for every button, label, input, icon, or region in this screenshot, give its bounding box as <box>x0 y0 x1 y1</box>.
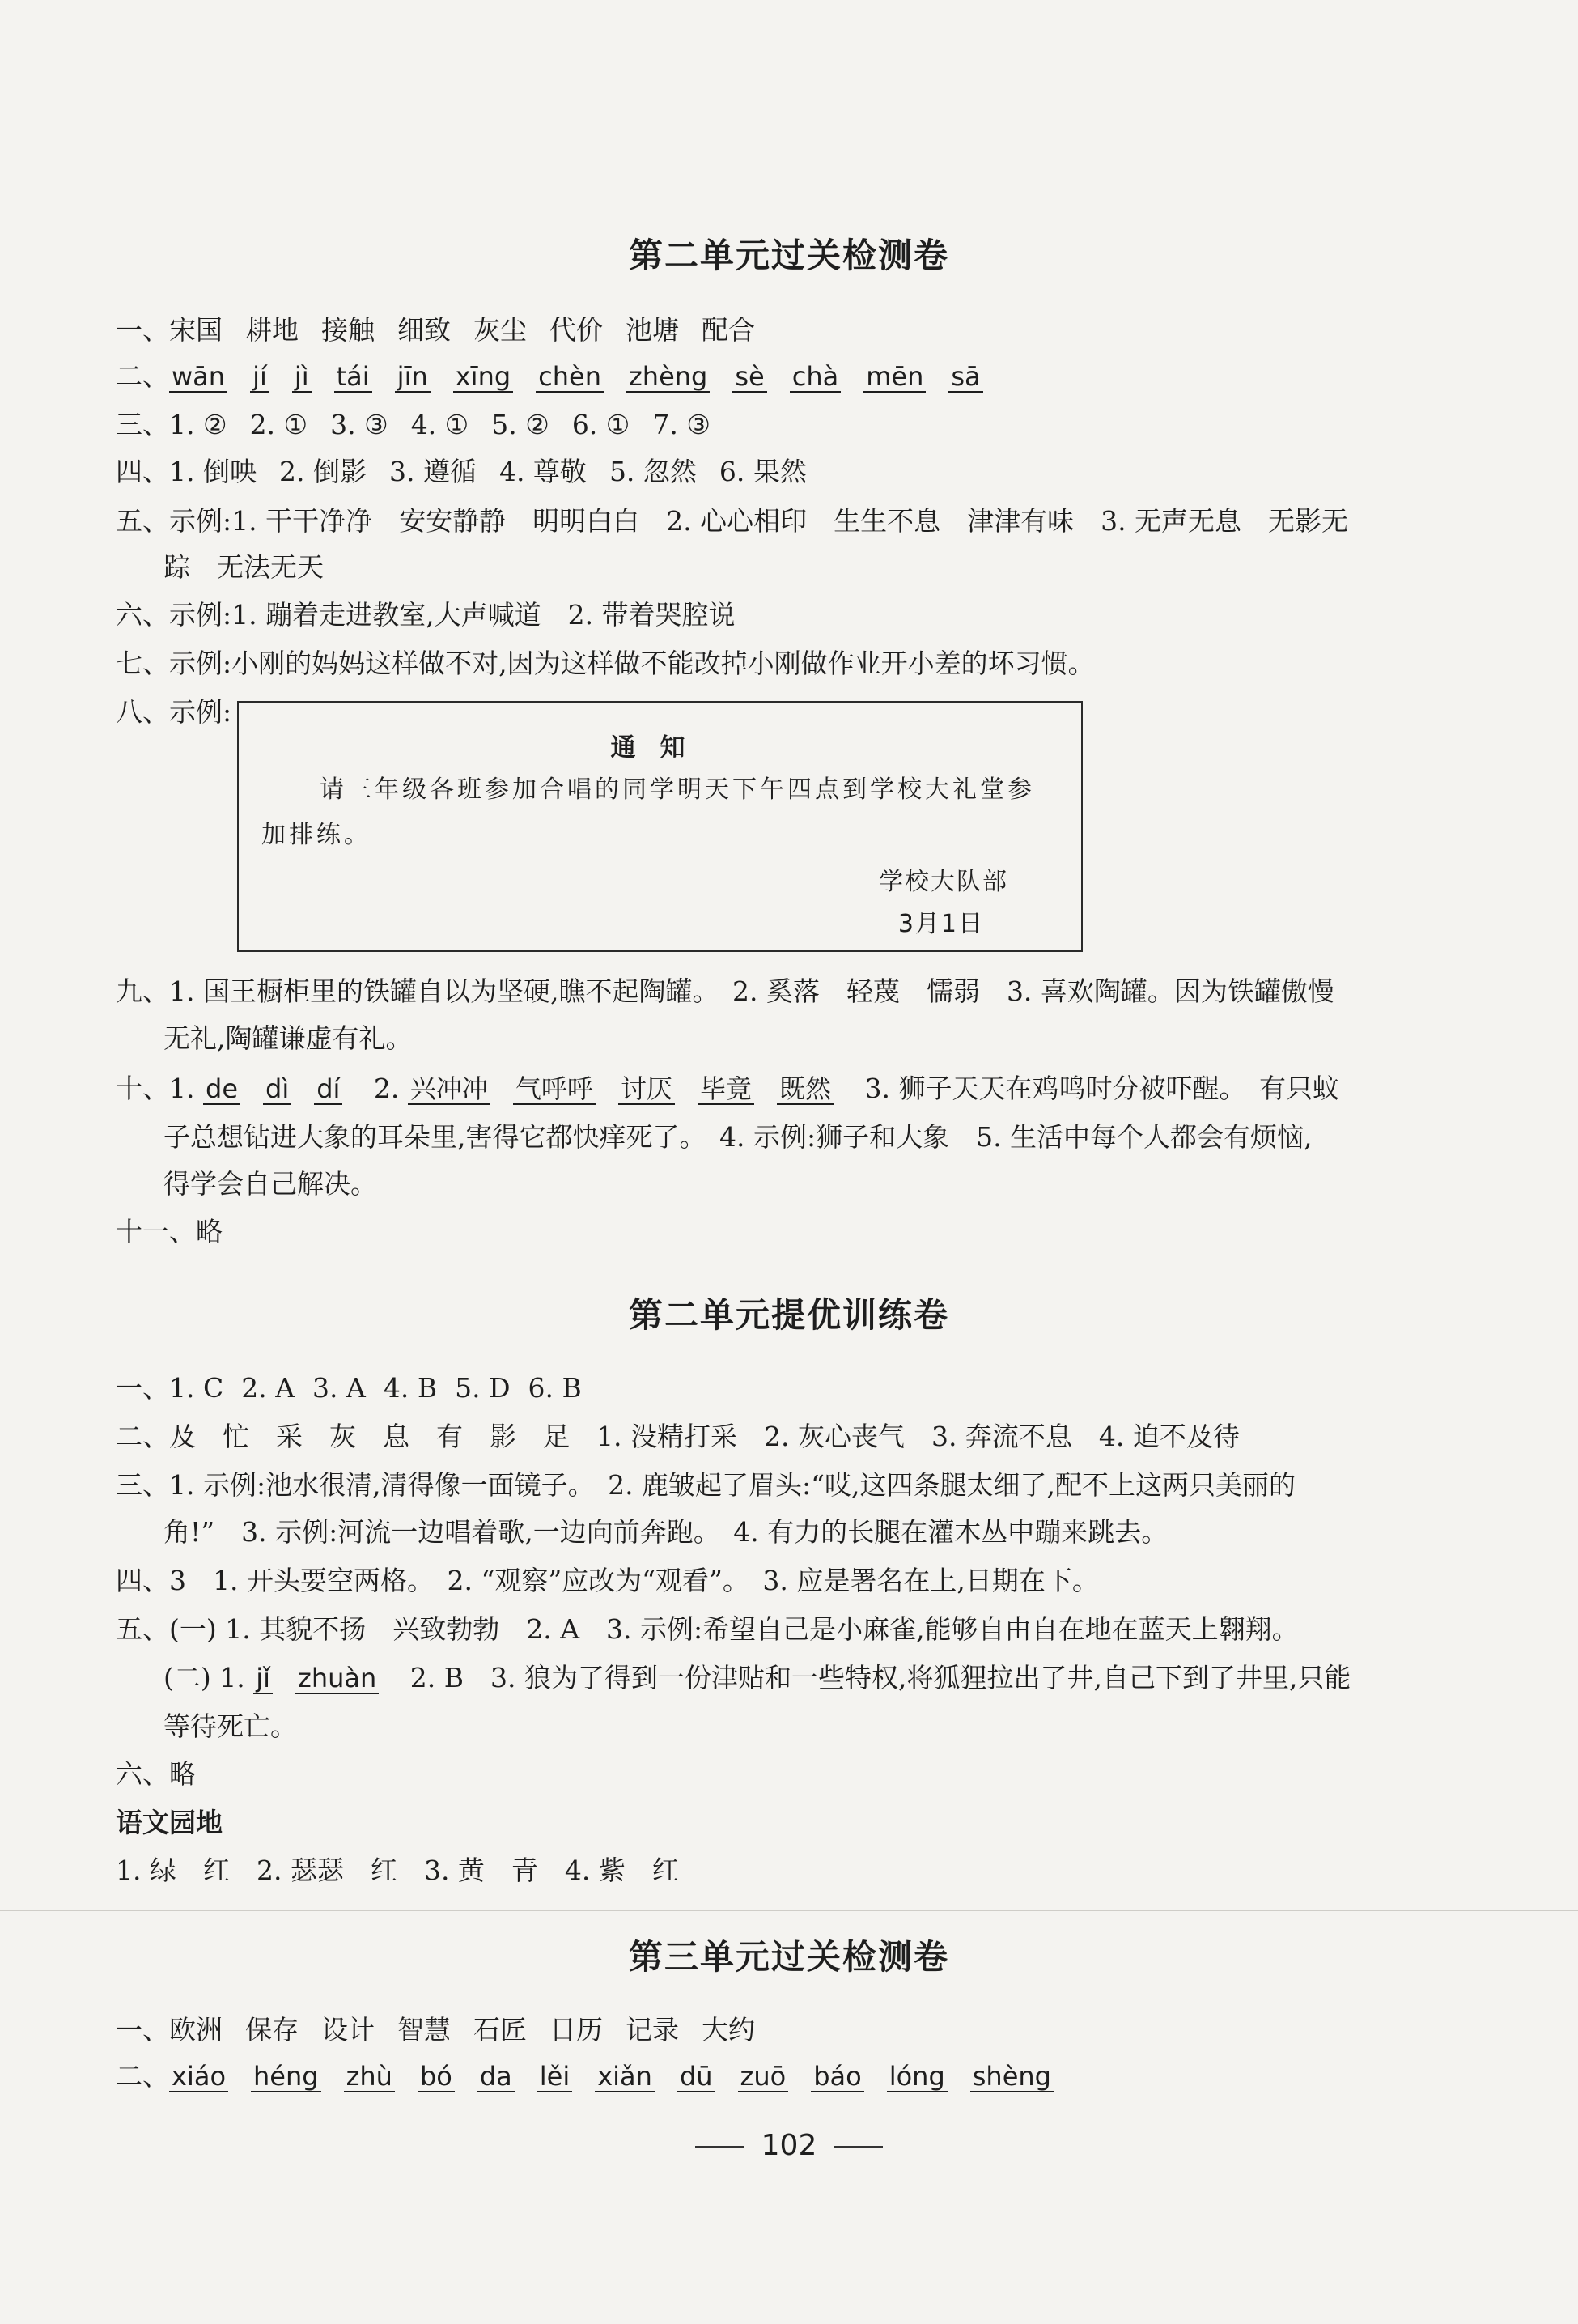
u2c-q8-label: 八、示例: <box>116 696 232 728</box>
q-label: 三、 <box>116 409 169 440</box>
q10-num2: 2. <box>373 1073 400 1104</box>
answer-word: 大约 <box>702 2014 755 2046</box>
pinyin-answer: héng <box>251 2062 321 2092</box>
dash-left <box>695 2146 744 2148</box>
pinyin-answer: lóng <box>887 2062 948 2092</box>
pinyin-answer: bó <box>418 2062 455 2092</box>
pinyin-answer: zhèng <box>626 362 710 393</box>
notice-body-line2: 加排练。 <box>261 821 371 849</box>
u3c-q1 <box>116 2014 778 2046</box>
answer-choice: 4. B <box>383 1372 438 1404</box>
page-number-text: 102 <box>761 2129 817 2162</box>
answer-choice: 6. ① <box>571 409 630 440</box>
notice-body-line1: 请三年级各班参加合唱的同学明天下午四点到学校大礼堂参 <box>320 775 1035 804</box>
answer-word: 细致 <box>397 314 451 346</box>
u2c-q7: 七、示例:小刚的妈妈这样做不对,因为这样做不能改掉小刚做作业开小差的坏习惯。 <box>116 648 1095 679</box>
u2i-q5b-line2: 等待死亡。 <box>163 1710 297 1742</box>
answer-choice: 5. D <box>455 1372 511 1404</box>
u2c-q3 <box>116 409 733 441</box>
u2i-q4: 四、3 1. 开头要空两格。 2. “观察”应改为“观看”。 3. 应是署名在上,日期在下。 <box>116 1565 1099 1596</box>
pinyin-answer: da <box>477 2062 515 2092</box>
pinyin-answer: jǐ <box>253 1663 273 1694</box>
answer-word: 池塘 <box>626 314 679 346</box>
notice-date: 3月1日 <box>897 910 984 938</box>
answer-word: 接触 <box>321 314 375 346</box>
q-label: 一、 <box>116 1372 169 1404</box>
pinyin-answer: báo <box>811 2062 864 2092</box>
pinyin-answer: sā <box>948 362 982 393</box>
answer-word: 代价 <box>549 314 603 346</box>
q-label: 二、 <box>116 360 169 392</box>
answer-word: 石匠 <box>473 2014 527 2046</box>
pinyin-answer: jí <box>250 362 269 393</box>
notice-signature: 学校大队部 <box>879 868 1008 896</box>
pinyin-answer: xīng <box>453 362 513 393</box>
q-label: 四、 <box>116 456 169 487</box>
answer-word: 耕地 <box>245 314 299 346</box>
u2i-q2: 二、及 忙 采 灰 息 有 影 足 1. 没精打采 2. 灰心丧气 3. 奔流不息 4. 迫不及待 <box>116 1421 1240 1452</box>
u2c-q5-line2: 踪 无法无天 <box>163 551 324 583</box>
answer-choice: 3. A <box>312 1372 366 1404</box>
underlined-word: 气呼呼 <box>513 1074 596 1105</box>
answer-word: 6. 果然 <box>719 456 807 487</box>
pinyin-answer: zhuàn <box>295 1663 379 1694</box>
u2c-q5-line1: 五、示例:1. 干干净净 安安静静 明明白白 2. 心心相印 生生不息 津津有味 3. 无声无息 无影无 <box>116 505 1349 537</box>
pinyin-answer: shèng <box>970 2062 1054 2092</box>
underlined-word: 兴冲冲 <box>408 1074 490 1105</box>
u2i-q5a: 五、(一) 1. 其貌不扬 兴致勃勃 2. A 3. 示例:希望自己是小麻雀,能够自由自在地在蓝天上翱翔。 <box>116 1613 1299 1645</box>
pinyin-answer: wān <box>169 362 227 393</box>
answer-word: 保存 <box>245 2014 299 2046</box>
u2c-q2 <box>116 360 1006 393</box>
unit2-improve-title: 第二单元提优训练卷 <box>628 1295 949 1335</box>
u2c-q4 <box>116 456 829 488</box>
page-number <box>0 2129 1578 2162</box>
u2c-q10-line3: 得学会自己解决。 <box>163 1168 377 1200</box>
u2i-q1 <box>116 1372 600 1404</box>
u3c-q2 <box>116 2060 1076 2092</box>
u2c-q10-line1 <box>116 1073 1339 1105</box>
answer-word: 记录 <box>626 2014 679 2046</box>
q-label: 一、 <box>116 2014 169 2046</box>
answer-word: 宋国 <box>169 314 223 346</box>
pinyin-answer: chà <box>790 362 841 393</box>
answer-word: 设计 <box>321 2014 375 2046</box>
answer-word: 1. 倒映 <box>169 456 257 487</box>
u2i-q3-line1: 三、1. 示例:池水很清,清得像一面镜子。 2. 鹿皱起了眉头:“哎,这四条腿太细了,配不上这两只美丽的 <box>116 1469 1296 1501</box>
answer-choice: 2. A <box>241 1372 295 1404</box>
u2i-q3-line2: 角!” 3. 示例:河流一边唱着歌,一边向前奔跑。 4. 有力的长腿在灌木丛中蹦来跳去。 <box>163 1516 1169 1548</box>
answer-choice: 1. C <box>169 1372 224 1404</box>
underlined-word: 既然 <box>777 1074 834 1105</box>
pinyin-answer: dū <box>677 2062 715 2092</box>
pinyin-answer: mēn <box>863 362 926 393</box>
pinyin-answer: chèn <box>536 362 604 393</box>
garden-title: 语文园地 <box>116 1807 223 1838</box>
pinyin-answer: jīn <box>395 362 431 393</box>
u2c-q1 <box>116 314 778 346</box>
answer-choice: 6. B <box>528 1372 582 1404</box>
answer-choice: 4. ① <box>410 409 469 440</box>
u2c-q9-line2: 无礼,陶罐谦虚有礼。 <box>163 1022 413 1054</box>
answer-word: 智慧 <box>397 2014 451 2046</box>
q5b-label: (二) 1. <box>163 1662 245 1693</box>
answer-word: 灰尘 <box>473 314 527 346</box>
u2i-q6: 六、略 <box>116 1758 196 1790</box>
u2c-q10-line2: 子总想钻进大象的耳朵里,害得它都快痒死了。 4. 示例:狮子和大象 5. 生活中每个人都会有烦恼, <box>163 1121 1313 1153</box>
answer-word: 日历 <box>549 2014 603 2046</box>
pinyin-answer: lěi <box>537 2062 572 2092</box>
q-label: 十、1. <box>116 1073 195 1104</box>
pinyin-answer: tái <box>334 362 372 393</box>
pinyin-answer: sè <box>732 362 766 393</box>
pinyin-answer: xiǎn <box>595 2062 655 2092</box>
answer-choice: 5. ② <box>491 409 549 440</box>
q-label: 一、 <box>116 314 169 346</box>
unit3-check-title: 第三单元过关检测卷 <box>628 1937 949 1977</box>
notice-box <box>237 701 1083 952</box>
answer-choice: 2. ① <box>249 409 308 440</box>
pinyin-answer: dì <box>263 1074 291 1105</box>
u2i-q5b-line1 <box>163 1662 1351 1694</box>
pinyin-answer: jì <box>292 362 312 393</box>
answer-word: 配合 <box>702 314 755 346</box>
pinyin-answer: zhù <box>344 2062 395 2092</box>
garden-answers: 1. 绿 红 2. 瑟瑟 红 3. 黄 青 4. 紫 红 <box>116 1855 679 1886</box>
q10-rest: 3. 狮子天天在鸡鸣时分被吓醒。 有只蚊 <box>864 1073 1339 1104</box>
q-label: 二、 <box>116 2060 169 2092</box>
answer-choice: 7. ③ <box>652 409 711 440</box>
answer-word: 欧洲 <box>169 2014 223 2046</box>
answer-word: 4. 尊敬 <box>498 456 587 487</box>
answer-word: 2. 倒影 <box>278 456 367 487</box>
answer-choice: 3. ③ <box>330 409 388 440</box>
unit2-check-title: 第二单元过关检测卷 <box>628 236 949 275</box>
pinyin-answer: dí <box>314 1074 342 1105</box>
pinyin-answer: xiáo <box>169 2062 228 2092</box>
u2c-q9-line1: 九、1. 国王橱柜里的铁罐自以为坚硬,瞧不起陶罐。 2. 奚落 轻蔑 懦弱 3. 喜欢陶罐。因为铁罐傲慢 <box>116 975 1334 1007</box>
q5b-rest: 2. B 3. 狼为了得到一份津贴和一些特权,将狐狸拉出了井,自己下到了井里,只能 <box>409 1662 1351 1693</box>
u2c-q11: 十一、略 <box>116 1216 223 1247</box>
underlined-word: 毕竟 <box>698 1074 754 1105</box>
dash-right <box>834 2146 883 2148</box>
u2c-q6: 六、示例:1. 蹦着走进教室,大声喊道 2. 带着哭腔说 <box>116 599 736 631</box>
answer-word: 5. 忽然 <box>609 456 697 487</box>
pinyin-answer: de <box>203 1074 240 1105</box>
answer-word: 3. 遵循 <box>388 456 477 487</box>
pinyin-answer: zuō <box>738 2062 789 2092</box>
underlined-word: 讨厌 <box>618 1074 675 1105</box>
answer-choice: 1. ② <box>169 409 227 440</box>
section-divider <box>0 1910 1578 1911</box>
notice-title: 通知 <box>610 733 710 763</box>
